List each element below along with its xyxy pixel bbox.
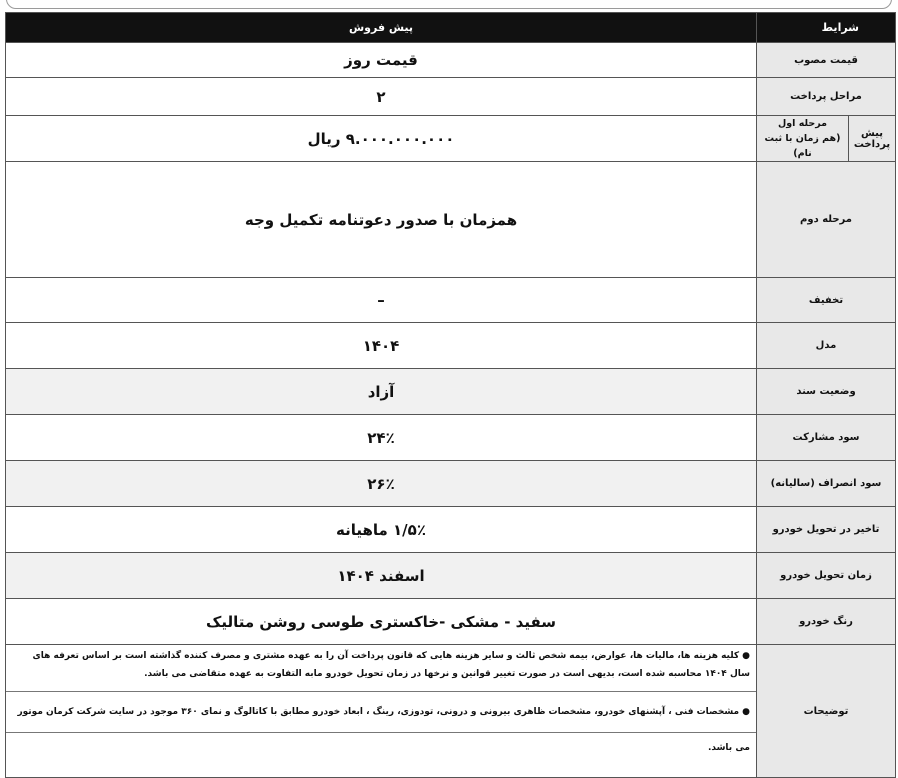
cancellation-profit-label: سود انصراف (سالیانه)	[757, 461, 896, 507]
table-row	[6, 43, 896, 78]
color-label: رنگ خودرو	[757, 599, 896, 645]
price-value: قیمت روز	[6, 43, 757, 78]
price-label: قیمت مصوب	[757, 43, 896, 78]
cancellation-profit-value: ۲۶٪	[6, 461, 757, 507]
table-row	[6, 645, 896, 778]
prepayment-value: ۹.۰۰۰.۰۰۰.۰۰۰ ریال	[6, 116, 757, 162]
table-row	[6, 369, 896, 415]
document-status-label: وضعیت سند	[757, 369, 896, 415]
note-item	[6, 691, 756, 753]
stage2-value: همزمان با صدور دعوتنامه تکمیل وجه	[6, 162, 757, 278]
delivery-time-value: اسفند ۱۴۰۴	[6, 553, 757, 599]
table-row	[6, 116, 896, 162]
table-row	[6, 162, 896, 278]
bullet-icon: ●	[742, 651, 750, 661]
table-header-row	[6, 13, 896, 43]
table-row	[6, 415, 896, 461]
model-value: ۱۴۰۴	[6, 323, 757, 369]
table-row	[6, 323, 896, 369]
notes-cell	[6, 645, 757, 778]
participation-profit-value: ۲۴٪	[6, 415, 757, 461]
delivery-delay-value: ۱/۵٪ ماهیانه	[6, 507, 757, 553]
prepayment-label: پیش پرداخت	[849, 116, 896, 162]
stage1-label: مرحله اول	[778, 118, 827, 129]
note-text: مشخصات فنی ، آپشنهای خودرو، مشخصات ظاهری بیرونی و درونی، تودوزی، رینگ ، ابعاد خودرو مطابق با کاتالوگ و نمای ۳۶۰ موجود در سایت شرکت کرمان موتور می باشد.	[17, 707, 750, 753]
header-conditions-label: شرایط	[757, 13, 896, 43]
payment-stages-label: مراحل پرداخت	[757, 78, 896, 116]
notes-label: توضیحات	[757, 645, 896, 778]
note-text: کلیه هزینه ها، مالیات ها، عوارض، بیمه شخص ثالث و سایر هزینه هایی که قانون پرداخت آن را به عهده مشتری و مصرف کننده گذاشته است بر اساس تعرفه های سال ۱۴۰۴ محاسبه شده است، بدیهی است در صورت تغییر قوانین و نرخها در زمان تحویل خودرو مابه التفاوت به عهده متقاضی می باشد.	[32, 651, 750, 679]
bullet-icon: ●	[742, 707, 750, 717]
note-item-empty	[6, 732, 756, 777]
delivery-time-label: زمان تحویل خودرو	[757, 553, 896, 599]
stage1-note: (هم زمان با ثبت نام)	[764, 133, 841, 159]
participation-profit-label: سود مشارکت	[757, 415, 896, 461]
top-panel-frame	[6, 0, 892, 9]
stage2-label: مرحله دوم	[757, 162, 896, 278]
table-row	[6, 78, 896, 116]
payment-stages-value: ۲	[6, 78, 757, 116]
document-status-value: آزاد	[6, 369, 757, 415]
table-row	[6, 461, 896, 507]
sales-conditions-table	[5, 12, 896, 778]
discount-label: تخفیف	[757, 278, 896, 323]
header-presale-label: پیش فروش	[6, 13, 757, 43]
table-row	[6, 507, 896, 553]
table-row	[6, 553, 896, 599]
discount-value: –	[6, 278, 757, 323]
stage1-cell	[757, 116, 849, 162]
table-row	[6, 278, 896, 323]
table-row	[6, 599, 896, 645]
model-label: مدل	[757, 323, 896, 369]
color-value: سفید - مشکی -خاکستری طوسی روشن متالیک	[6, 599, 757, 645]
note-item	[6, 645, 756, 691]
delivery-delay-label: تاخیر در تحویل خودرو	[757, 507, 896, 553]
